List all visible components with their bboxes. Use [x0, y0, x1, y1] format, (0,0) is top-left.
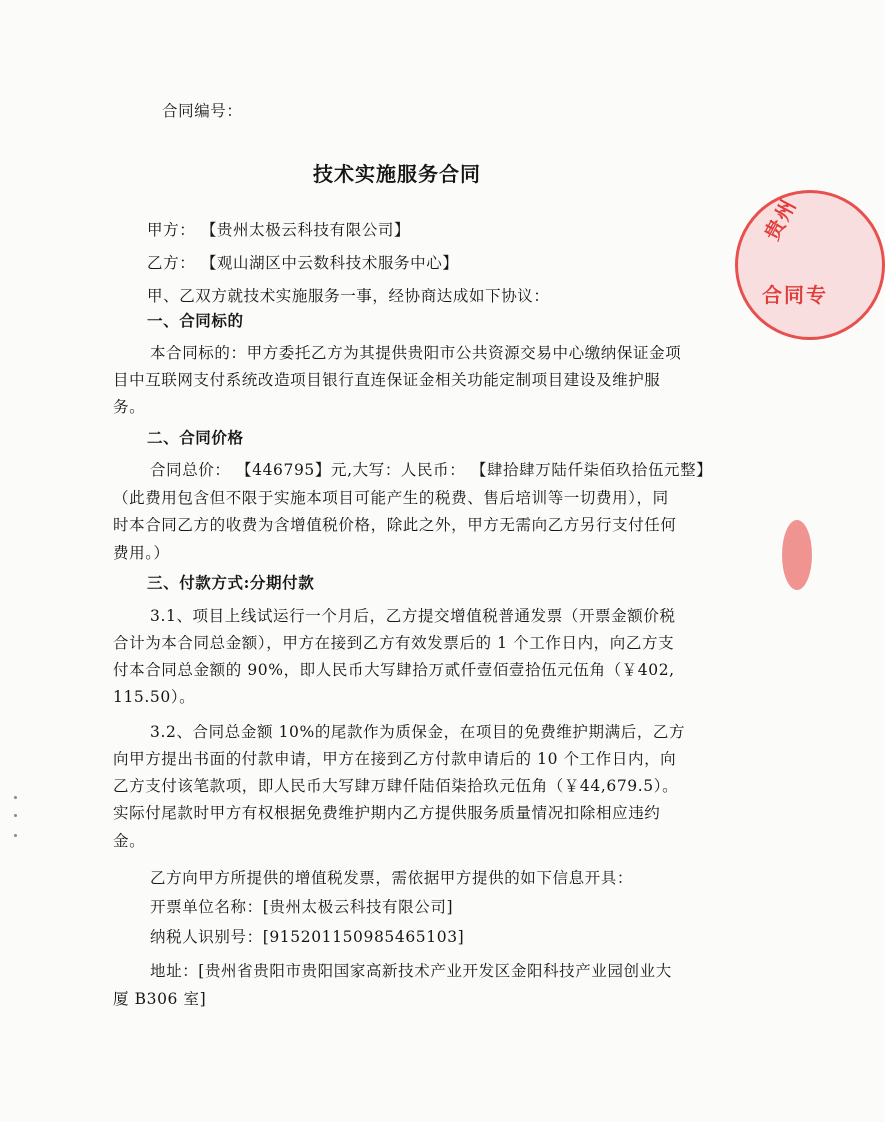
section2-line: （此费用包含但不限于实施本项目可能产生的税费、售后培训等一切费用），同 — [113, 489, 669, 507]
section2-line: 合同总价： 【446795】元,大写：人民币： 【肆拾肆万陆仟柒佰玖拾伍元整】 — [150, 461, 713, 479]
clause-3-2-line: 3.2、合同总金额 10%的尾款作为质保金，在项目的免费维护期满后，乙方 — [150, 723, 686, 741]
section2-line: 费用。） — [113, 544, 170, 562]
binding-dot — [14, 834, 17, 837]
clause-3-2-line: 金。 — [113, 832, 146, 850]
section2-heading: 二、合同价格 — [147, 428, 244, 447]
seal-text-bottom: 合同专 — [762, 283, 828, 307]
company-seal — [735, 190, 885, 340]
party-b-line: 乙方： 【观山湖区中云数科技术服务中心】 — [147, 254, 459, 272]
clause-3-2-line: 实际付尾款时甲方有权根据免费维护期内乙方提供服务质量情况扣除相应违约 — [113, 804, 661, 822]
section1-heading: 一、合同标的 — [147, 311, 244, 330]
invoice-company: 开票单位名称：[贵州太极云科技有限公司] — [150, 898, 454, 916]
clause-3-1-line: 合计为本合同总金额），甲方在接到乙方有效发票后的 1 个工作日内，向乙方支 — [113, 634, 675, 652]
section2-line: 时本合同乙方的收费为含增值税价格，除此之外，甲方无需向乙方另行支付任何 — [113, 516, 677, 534]
invoice-address: 地址：[贵州省贵阳市贵阳国家高新技术产业开发区金阳科技产业园创业大 — [150, 962, 672, 980]
clause-3-1-line: 付本合同总金额的 90%，即人民币大写肆拾万贰仟壹佰壹拾伍元伍角（￥402, — [113, 661, 675, 679]
contract-title: 技术实施服务合同 — [313, 162, 481, 186]
seal-text-top: 贵州 — [759, 194, 802, 245]
binding-dot — [14, 814, 17, 817]
section1-line: 务。 — [113, 398, 146, 416]
section3-heading: 三、付款方式:分期付款 — [147, 573, 315, 592]
binding-holes — [14, 796, 20, 842]
section1-line: 本合同标的：甲方委托乙方为其提供贵阳市公共资源交易中心缴纳保证金项 — [150, 344, 682, 362]
clause-3-1-line: 3.1、项目上线试运行一个月后，乙方提交增值税普通发票（开票金额价税 — [150, 607, 676, 625]
party-a-line: 甲方： 【贵州太极云科技有限公司】 — [147, 221, 411, 239]
clause-3-2-line: 向甲方提出书面的付款申请，甲方在接到乙方付款申请后的 10 个工作日内，向 — [113, 750, 677, 768]
invoice-taxid: 纳税人识别号：[915201150985465103] — [150, 928, 465, 946]
binding-dot — [14, 796, 17, 799]
clause-3-1-line: 115.50）。 — [113, 688, 196, 706]
intro-line: 甲、乙双方就技术实施服务一事，经协商达成如下协议： — [147, 287, 550, 305]
section1-line: 目中互联网支付系统改造项目银行直连保证金相关功能定制项目建设及维护服 — [113, 371, 661, 389]
clause-3-2-line: 乙方支付该笔款项，即人民币大写肆万肆仟陆佰柒拾玖元伍角（￥44,679.5）。 — [113, 777, 679, 795]
invoice-address-cont: 厦 B306 室] — [113, 990, 207, 1008]
contract-number-label: 合同编号： — [162, 102, 243, 120]
invoice-intro: 乙方向甲方所提供的增值税发票，需依据甲方提供的如下信息开具： — [150, 869, 634, 887]
seal-edge-mark — [782, 520, 812, 590]
